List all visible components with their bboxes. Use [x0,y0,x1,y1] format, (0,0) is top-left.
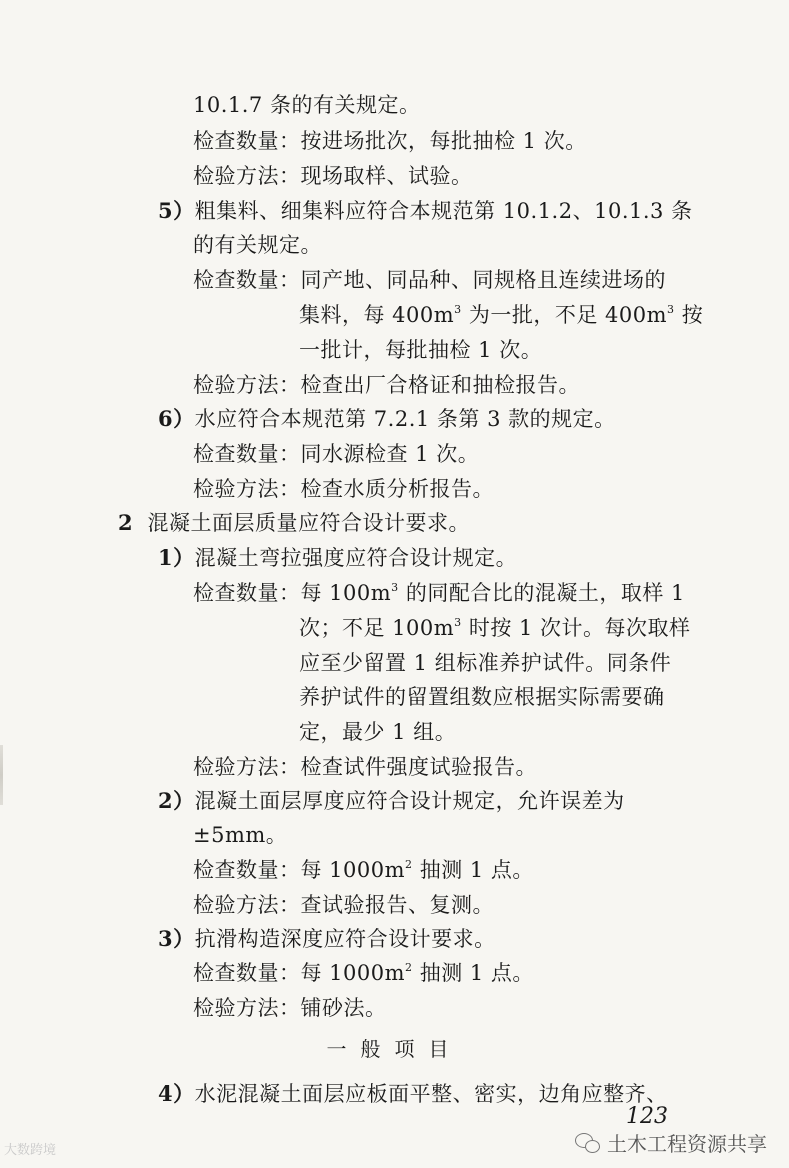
item-2-line-2: ±5mm。 [193,823,288,847]
item-1-line-1: 1）混凝土弯拉强度应符合设计规定。 [158,545,518,570]
item-3-line-1: 3）抗滑构造深度应符合设计要求。 [158,926,496,951]
text-line-23: 检查数量：每 $1000m^2$ 抽测 1 点。 [193,858,534,882]
text-line-8: 一批计，每批抽检 1 次。 [299,338,543,362]
text-line-24: 检验方法：查试验报告、复测。 [193,893,494,917]
text-line-27: 检验方法：铺砂法。 [193,996,387,1020]
wechat-icon [575,1133,601,1153]
text-line-9: 检验方法：检查出厂合格证和抽检报告。 [193,373,580,397]
text-line-15: 检查数量：每 $100m^3$ 的同配合比的混凝土，取样 1 [193,581,685,605]
item-5-line-2: 的有关规定。 [193,233,322,257]
text-line-6: 检查数量：同产地、同品种、同规格且连续进场的 [193,268,666,292]
section-heading: 一般项目 [326,1037,463,1061]
text-line-19: 定，最少 1 组。 [299,720,457,744]
text-line-7: 集料，每 $400m^3$ 为一批，不足 $400m^3$ 按 [299,303,704,327]
clause-2-heading: 2 混凝土面层质量应符合设计要求。 [118,510,470,535]
item-6-line-1: 6）水应符合本规范第 7.2.1 条第 3 款的规定。 [158,406,616,431]
text-line-1: 10.1.7 条的有关规定。 [193,93,421,117]
text-line-16: 次；不足 $100m^3$ 时按 1 次计。每次取样 [299,616,691,640]
item-2-line-1: 2）混凝土面层厚度应符合设计规定，允许误差为 [158,788,625,813]
text-line-17: 应至少留置 1 组标准养护试件。同条件 [299,651,672,675]
watermark-right: 土木工程资源共享 [575,1128,767,1157]
page-number: 123 [626,1104,668,1129]
text-line-20: 检验方法：检查试件强度试验报告。 [193,755,537,779]
text-line-11: 检查数量：同水源检查 1 次。 [193,442,480,466]
watermark-left: 大数跨境 [4,1143,57,1158]
text-line-3: 检验方法：现场取样、试验。 [193,164,473,188]
item-4-line-1: 4）水泥混凝土面层应板面平整、密实，边角应整齐、 [158,1081,668,1106]
text-line-12: 检验方法：检查水质分析报告。 [193,477,494,501]
scan-edge-mark [0,745,3,805]
text-line-26: 检查数量：每 $1000m^2$ 抽测 1 点。 [193,961,534,985]
item-5-line-1: 5）粗集料、细集料应符合本规范第 10.1.2、10.1.3 条 [158,198,693,223]
text-line-18: 养护试件的留置组数应根据实际需要确 [299,685,665,709]
text-line-2: 检查数量：按进场批次，每批抽检 1 次。 [193,129,587,153]
